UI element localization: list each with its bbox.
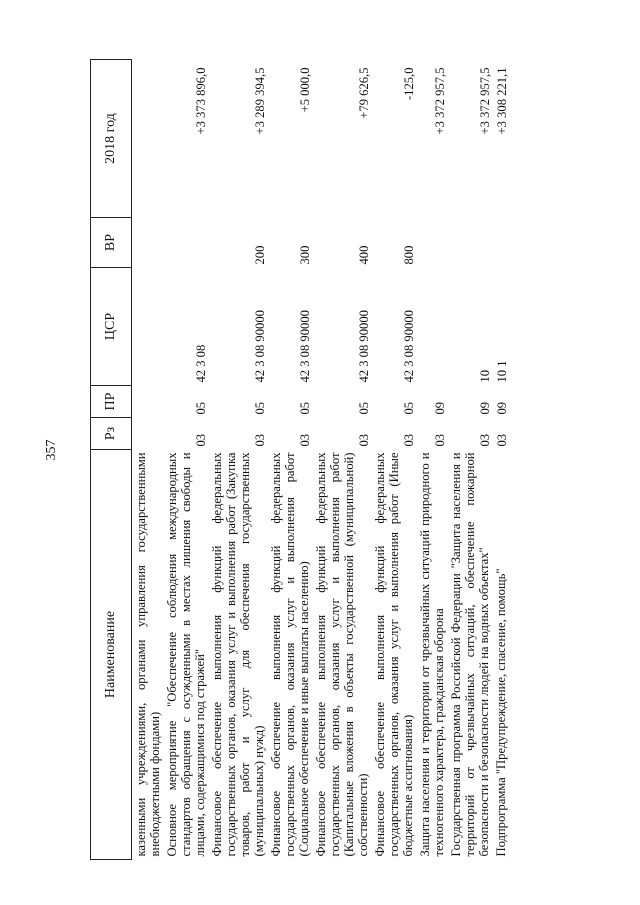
row-name: Защита населения и территории от чрезвычайных ситуаций природного и техногенного характера, гражданская оборона <box>418 452 446 857</box>
row-vr: 300 <box>298 245 312 265</box>
row-value: +3 372 957,5 <box>433 67 447 135</box>
row-value: +5 000,0 <box>298 67 312 113</box>
row-csr: 42 3 08 90000 <box>402 310 416 383</box>
row-value: +3 373 896,0 <box>194 67 208 135</box>
row-name: Основное мероприятие "Обеспечение соблюдения международных стандартов обращения с осужденными в местах лишения свободы и лицами, содержащимися под стражей" <box>165 452 207 857</box>
table-row <box>371 60 416 860</box>
header-rz: Рз <box>91 418 132 450</box>
table-row <box>132 60 164 860</box>
table-row <box>208 60 267 860</box>
header-pr: ПР <box>91 386 132 418</box>
row-value: +79 626,5 <box>357 67 371 119</box>
row-rz: 03 <box>402 433 416 447</box>
row-rz <box>132 418 164 450</box>
row-vr: 800 <box>402 245 416 265</box>
row-value: -125,0 <box>402 67 416 101</box>
budget-table <box>90 59 509 860</box>
row-csr: 42 3 08 90000 <box>298 310 312 383</box>
row-pr: 09 <box>478 401 492 415</box>
row-rz: 03 <box>495 433 509 447</box>
page-number: 357 <box>44 439 59 461</box>
table-row <box>492 60 509 860</box>
row-vr <box>132 218 164 268</box>
row-value: +3 372 957,5 <box>478 67 492 135</box>
table-row <box>267 60 312 860</box>
row-csr: 10 1 <box>495 360 509 383</box>
row-vr <box>447 218 492 268</box>
row-pr: 09 <box>495 401 509 415</box>
table-row <box>447 60 492 860</box>
row-name: Подпрограмма "Предупреждение, спасение, помощь" <box>494 568 508 857</box>
row-csr <box>132 268 164 386</box>
row-name: казенными учреждениями, органами управления государственными внебюджетными фондами) <box>134 452 162 857</box>
row-csr <box>416 268 447 386</box>
row-name: Финансовое обеспечение выполнения функций федеральных государственных органов, оказания услуг и выполнения работ (Социальное обеспечение и иные выплаты населению) <box>269 452 311 857</box>
header-year: 2018 год <box>91 60 132 218</box>
row-name: Финансовое обеспечение выполнения функций федеральных государственных органов, оказания услуг и выполнения работ (Капитальные вложения в объекты государственной (муниципальной) собственности) <box>314 452 370 857</box>
header-row <box>91 60 132 860</box>
row-name: Государственная программа Российской Федерации "Защита населения и территорий от чрезвычайных ситуаций, обеспечение пожарной безопасности и безопасности людей на водных объектах" <box>449 452 491 857</box>
row-value: +3 289 394,5 <box>253 67 267 135</box>
row-value: +3 308 221,1 <box>495 67 509 135</box>
row-pr: 05 <box>253 401 267 415</box>
table-row <box>416 60 447 860</box>
row-csr: 10 <box>478 369 492 383</box>
row-rz: 03 <box>194 433 208 447</box>
row-vr: 200 <box>253 245 267 265</box>
row-vr: 400 <box>357 245 371 265</box>
row-vr <box>163 218 208 268</box>
header-vr: ВР <box>91 218 132 268</box>
row-rz: 03 <box>433 433 447 447</box>
table-row <box>312 60 371 860</box>
row-rz: 03 <box>253 433 267 447</box>
header-csr: ЦСР <box>91 268 132 386</box>
row-vr <box>492 218 509 268</box>
row-csr: 42 3 08 90000 <box>357 310 371 383</box>
rotated-page <box>90 60 630 860</box>
row-csr: 42 3 08 <box>194 344 208 383</box>
row-pr: 05 <box>194 401 208 415</box>
row-pr: 05 <box>298 401 312 415</box>
row-rz: 03 <box>478 433 492 447</box>
row-pr <box>132 386 164 418</box>
row-value <box>132 60 164 218</box>
row-pr: 05 <box>402 401 416 415</box>
row-pr: 09 <box>433 401 447 415</box>
row-rz: 03 <box>357 433 371 447</box>
row-name: Финансовое обеспечение выполнения функций федеральных государственных органов, оказания услуг и выполнения работ (Закупка товаров, работ и услуг для обеспечения государственных (муниципальных) нужд) <box>210 452 266 857</box>
table-row <box>163 60 208 860</box>
header-name: Наименование <box>91 450 132 860</box>
row-name: Финансовое обеспечение выполнения функций федеральных государственных органов, оказания услуг и выполнения работ (Иные бюджетные ассигнования) <box>373 452 415 857</box>
row-vr <box>416 218 447 268</box>
row-rz: 03 <box>298 433 312 447</box>
row-pr: 05 <box>357 401 371 415</box>
row-csr: 42 3 08 90000 <box>253 310 267 383</box>
